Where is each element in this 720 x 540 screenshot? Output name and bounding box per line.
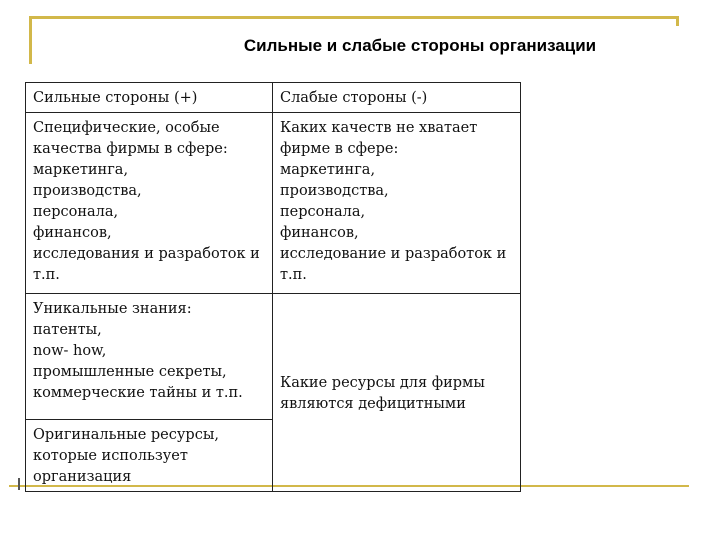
text-line: финансов, — [33, 225, 112, 241]
weak-cell-resources — [273, 294, 521, 492]
text-line: являются дефицитными — [280, 395, 466, 412]
text-line: исследование и разработок и — [280, 246, 507, 262]
text-line: производства, — [33, 183, 142, 199]
strong-cell-knowledge — [26, 294, 273, 420]
text-line: т.п. — [33, 267, 60, 283]
decorative-vertical-line — [29, 16, 32, 64]
text-line: промышленные секреты, — [33, 364, 227, 380]
text-line: исследования и разработок и — [33, 246, 260, 262]
text-line: организация — [33, 469, 132, 485]
text-line: now- how, — [33, 343, 107, 359]
text-line: финансов, — [280, 225, 359, 241]
text-line: маркетинга, — [33, 162, 129, 178]
text-line: качества фирмы в сфере: — [33, 141, 228, 157]
text-line: коммерческие тайны и т.п. — [33, 385, 243, 401]
page-title: Сильные и слабые стороны организации — [243, 36, 597, 55]
decorative-left-tick — [18, 478, 20, 490]
text-line: Каких качеств не хватает — [280, 120, 478, 136]
decorative-top-tick — [676, 16, 679, 26]
text-line: персонала, — [280, 204, 366, 220]
strong-cell-qualities — [26, 113, 273, 294]
table-row — [26, 294, 521, 420]
header-strong: Сильные стороны (+) — [26, 83, 273, 113]
text-line: патенты, — [33, 322, 102, 338]
header-row — [26, 83, 521, 113]
decorative-top-line — [29, 16, 679, 19]
swot-table — [25, 82, 521, 492]
text-line: фирме в сфере: — [280, 141, 399, 157]
table-row — [26, 113, 521, 294]
text-line: Какие ресурсы для фирмы — [280, 374, 485, 391]
text-line: Специфические, особые — [33, 120, 220, 136]
weak-cell-qualities — [273, 113, 521, 294]
text-line: Уникальные знания: — [33, 301, 192, 317]
header-weak: Слабые стороны (-) — [273, 83, 521, 113]
strong-cell-resources — [26, 420, 273, 492]
text-line: производства, — [280, 183, 389, 199]
text-line: т.п. — [280, 267, 307, 283]
text-line: Оригинальные ресурсы, — [33, 427, 219, 443]
text-line: персонала, — [33, 204, 119, 220]
text-line: которые использует — [33, 448, 188, 464]
text-line: маркетинга, — [280, 162, 376, 178]
